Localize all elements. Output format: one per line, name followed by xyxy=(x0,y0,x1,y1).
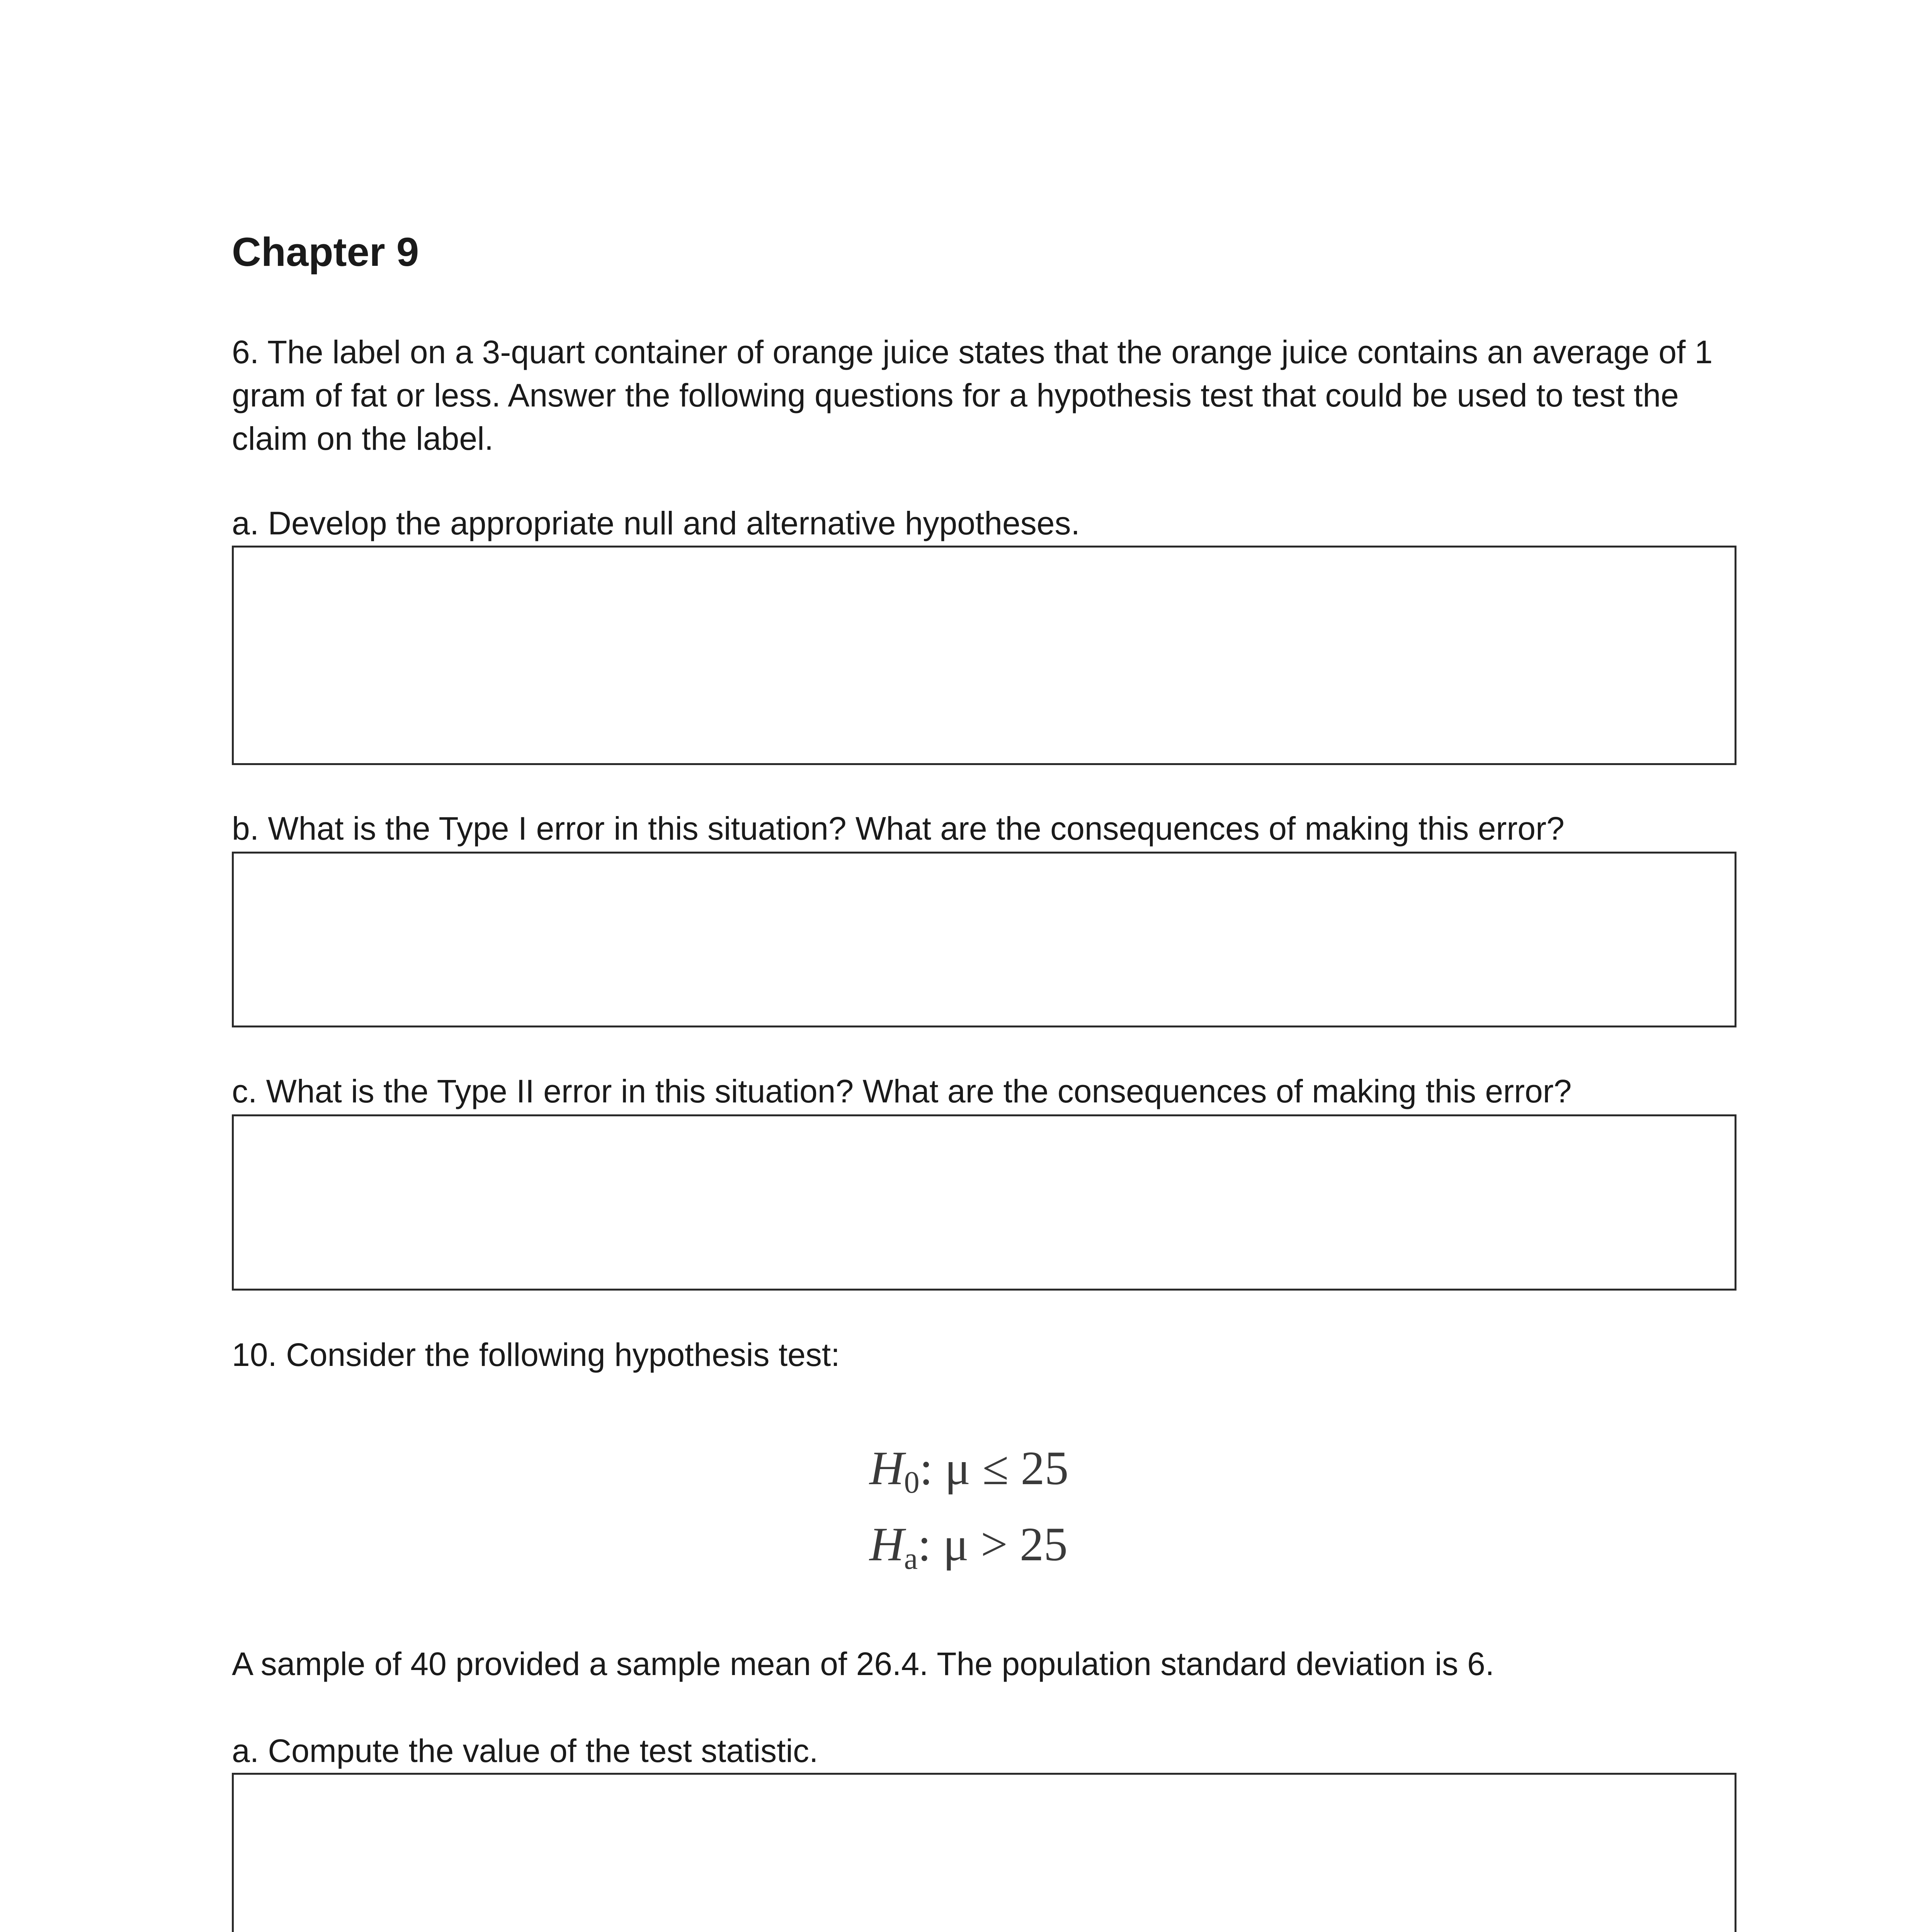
hypotheses-formula xyxy=(869,1437,1069,1590)
q6-part-c-answer-box[interactable] xyxy=(232,1114,1736,1291)
question-10-intro: 10. Consider the following hypothesis test: xyxy=(232,1337,840,1373)
question-6-text xyxy=(232,330,1713,460)
q6-part-c-prompt: c. What is the Type II error in this situation? What are the consequences of making this error? xyxy=(232,1073,1572,1109)
question-6-line: gram of fat or less. Answer the following questions for a hypothesis test that could be used to test the xyxy=(232,377,1679,413)
null-hypothesis: $H_0$: μ ≤ 25 xyxy=(869,1442,1069,1500)
question-10-sample-text: A sample of 40 provided a sample mean of 26.4. The population standard deviation is 6. xyxy=(232,1646,1495,1682)
q6-part-a-prompt: a. Develop the appropriate null and alternative hypotheses. xyxy=(232,505,1080,541)
q10-part-a-answer-box[interactable] xyxy=(232,1773,1736,1932)
question-6-line: 6. The label on a 3-quart container of orange juice states that the orange juice contains an average of 1 xyxy=(232,334,1713,370)
q6-part-a-answer-box[interactable] xyxy=(232,546,1736,765)
q10-part-a-prompt: a. Compute the value of the test statistic. xyxy=(232,1733,818,1769)
question-6-line: claim on the label. xyxy=(232,420,494,457)
alternative-hypothesis: $H_a$: μ > 25 xyxy=(869,1518,1068,1576)
q6-part-b-prompt: b. What is the Type I error in this situation? What are the consequences of making this error? xyxy=(232,810,1565,847)
chapter-title: Chapter 9 xyxy=(232,230,419,275)
q6-part-b-answer-box[interactable] xyxy=(232,852,1736,1027)
